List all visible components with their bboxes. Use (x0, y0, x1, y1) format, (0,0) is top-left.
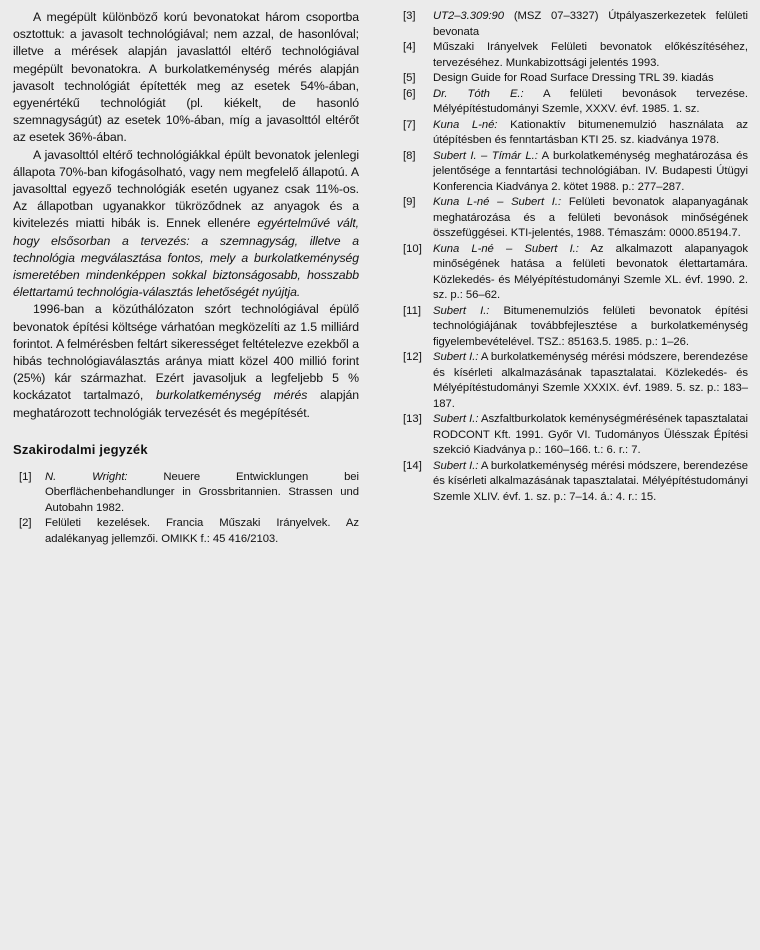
reference-item (403, 149, 748, 196)
reference-text (45, 470, 359, 517)
reference-item (403, 195, 748, 242)
paragraph-2-text: A javasolttól eltérő technológiákkal épült bevonatok jelenlegi állapota 70%-ban kifogásolható, vagy nem megfelelő állapotú. A javasolttal egyező technológiák esetén ugyanez csak 11%-os. Az állapotban ugyanakkor tükröződnek az anyagok és a kivitelezés miatti hibák is. Ennek ellenére (13, 147, 359, 231)
reference-author: Kuna L-né: (433, 118, 498, 131)
paragraph-2-emphasis: egyértelművé vált, hogy elsősorban a tervezés: a szemnagyság, illetve a technológia megválasztása fontos, mely a burkolatkeménység ismeretében mindenképpen sokkal biztonságosabb, hosszabb élettartamú technológia-választás lehetőségét nyújtja. (13, 216, 359, 300)
reference-text (433, 40, 748, 71)
reference-text (433, 304, 748, 351)
reference-body: Bitumenemulziós felületi bevonatok építési technológiájának továbbfejlesztése a burkolatkeménység figyelembevételével. TSZ.: 85163.5. 1985. p.: 1–26. (433, 304, 748, 348)
reference-number: [2] (19, 517, 32, 530)
reference-number: [6] (403, 87, 416, 100)
reference-text (433, 9, 748, 40)
reference-body: Design Guide for Road Surface Dressing TRL 39. kiadás (433, 72, 714, 84)
reference-list-left (13, 470, 359, 548)
reference-number: [11] (403, 304, 422, 317)
reference-item (403, 459, 748, 506)
paragraph-1-text: A megépült különböző korú bevonatokat három csoportba osztottuk: a javasolt technológiával; nem azzal, de hasonlóval; illetve a mérések alapján javaslattól eltérő technológiával megépült bevonatokra. A burkolatkeménység mérés alapján javasolt technológiát építették meg az esetek 54%-ában, egyenértékű technológiát (pl. kiékelt, de hasonló szemnagyságút) az esetek 10%-ában, míg a javasolttól eltérőt az esetek 36%-ában. (13, 10, 359, 145)
reference-text (433, 149, 748, 196)
reference-author: Kuna L-né – Subert I.: (433, 196, 562, 208)
reference-text (433, 87, 748, 118)
references-heading: Szakirodalmi jegyzék (13, 441, 148, 457)
reference-item (403, 350, 748, 412)
reference-number: [8] (403, 149, 416, 162)
reference-text (433, 350, 748, 412)
reference-author: Subert I.: (433, 351, 479, 363)
reference-author: N. Wright: (45, 470, 128, 483)
reference-author: Kuna L-né – Subert I.: (433, 242, 579, 255)
reference-number: [4] (403, 41, 416, 53)
reference-item (403, 304, 748, 351)
reference-text (433, 412, 748, 459)
reference-body: Felületi bevonatok alapanyagának meghatározása és a felületi bevonások minőségének összefüggései. KTI-jelentés, 1988. Témaszám: 0000.85194.7. (433, 196, 749, 239)
reference-body: A burkolatkeménység mérési módszere, berendezése és kísérleti alkalmazásának tapasztalatai. Mélyépítéstudományi Szemle XLIV. évf. 1. sz. p.: 7–14. á.: 4. r.: 15. (433, 459, 748, 503)
reference-author: Subert I.: (433, 304, 490, 317)
reference-item (403, 242, 748, 304)
reference-body: Műszaki Irányelvek Felületi bevonatok előkészítéséhez, tervezéséhez. Munkabizottsági jelentés 1993. (433, 41, 748, 69)
paragraph-3-text-end: alapján meghatározott technológiák tervezését és megépítését. (13, 388, 359, 420)
reference-body: (MSZ 07–3327) Útpályaszerkezetek felületi bevonata (433, 10, 748, 38)
reference-item (403, 9, 748, 40)
reference-body: Neuere Entwicklungen bei Oberflächenbehandlunger in Grossbritannien. Strassen und Autobahn 1982. (45, 470, 359, 514)
paragraph-3-emphasis: burkolatkeménység mérés (155, 388, 308, 403)
reference-item (13, 470, 359, 517)
left-column (13, 9, 359, 547)
reference-text (433, 242, 748, 304)
reference-number: [14] (403, 459, 422, 472)
body-paragraph-2 (13, 147, 359, 302)
reference-text (433, 195, 748, 242)
reference-number: [3] (403, 10, 416, 22)
reference-number: [9] (403, 196, 416, 208)
reference-item (13, 516, 359, 547)
reference-body: Kationaktív bitumenemulzió használata az útépítésben és fenntartásban KTI 25. sz. kiadványa 1978. (433, 118, 748, 146)
reference-item (403, 87, 748, 118)
reference-author: Subert I.: (433, 413, 479, 425)
reference-number: [5] (403, 72, 416, 84)
reference-body: Felületi kezelések. Francia Műszaki Irányelvek. Az adalékanyag jellemzői. OMIKK f.: 45 416/2103. (45, 517, 359, 545)
reference-body: A felületi bevonások tervezése. Mélyépítéstudományi Szemle, XXXV. évf. 1985. 1. sz. (433, 87, 749, 115)
body-paragraph-1 (13, 9, 359, 147)
reference-number: [12] (403, 351, 422, 363)
reference-item (403, 118, 748, 149)
paragraph-3-text: 1996-ban a közúthálózaton szórt technológiával épülő bevonatok építési költsége várhatóan megközelíti az 1.5 milliárd forintot. A felmérésben feltárt sikerességet feltételezve ezekből a hibás technológiaválasztás aránya miatt közel 400 millió forint (25%) kár származhat. Ezért javasoljuk a legfeljebb 5 % kockázatot tartalmazó, (13, 302, 359, 403)
reference-body: A burkolatkeménység meghatározása és jelentősége a fenntartási technológiában. IV. Budapesti Útügyi Konferencia Kiadványa 2. kötet 1988. p.: 277–287. (433, 149, 748, 193)
reference-body: A burkolatkeménység mérési módszere, berendezése és kísérleti alkalmazásának tapasztalatai. Közlekedés- és Mélyépítéstudományi Szemle XXXIX. évf. 1989. 5. sz. p.: 183–187. (433, 351, 748, 410)
reference-list-right (403, 9, 748, 505)
reference-author: Subert I. – Tímár L.: (433, 149, 538, 162)
body-paragraph-3 (13, 301, 359, 421)
right-column (403, 9, 748, 505)
reference-text (45, 516, 359, 547)
reference-item (403, 71, 748, 87)
reference-text (433, 71, 748, 87)
reference-number: [13] (403, 413, 422, 425)
reference-item (403, 40, 748, 71)
reference-author: Dr. Tóth E.: (433, 87, 524, 100)
reference-body: Az alkalmazott alapanyagok minőségének hatása a felületi bevonatok élettartamára. Közlekedés- és Mélyépítéstudományi Szemle XL. évf. 1990. 2. sz. p.: 56–62. (433, 242, 748, 301)
reference-number: [7] (403, 118, 416, 131)
reference-author: UT2–3.309:90 (433, 10, 504, 22)
reference-text (433, 118, 748, 149)
reference-number: [1] (19, 470, 32, 483)
reference-body: Aszfaltburkolatok keménységmérésének tapasztalatai RODCONT Kft. 1991. Győr VI. Tudományos Ülésszak Építési szekció Kiadványa p.: 160–166. t.: 6. r.: 7. (433, 413, 748, 456)
reference-item (403, 412, 748, 459)
reference-number: [10] (403, 242, 422, 255)
reference-text (433, 459, 748, 506)
reference-author: Subert I.: (433, 459, 479, 472)
